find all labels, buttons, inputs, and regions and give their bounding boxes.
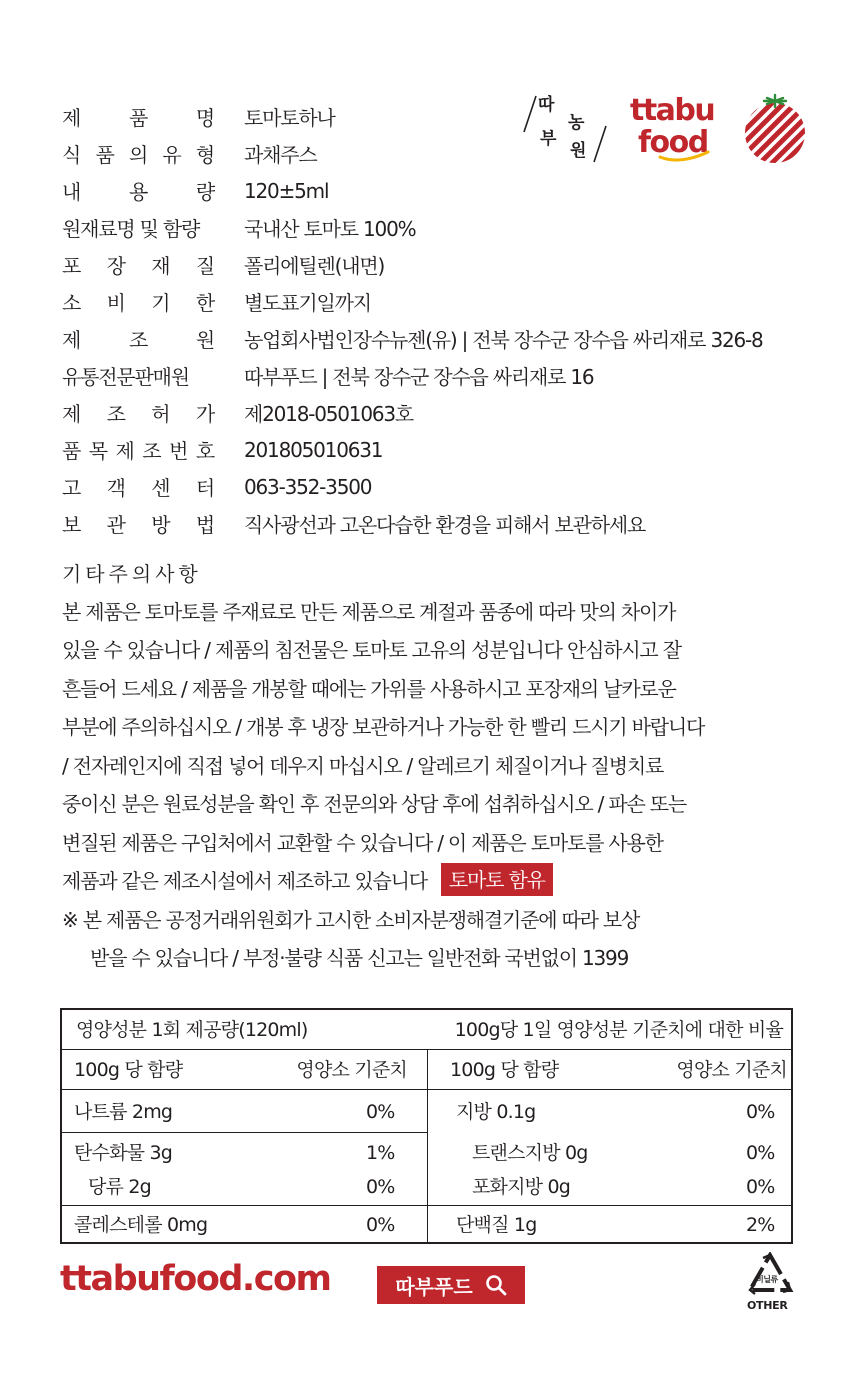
caution-line [62, 745, 832, 784]
info-value: 토마토하나 [244, 106, 335, 130]
info-label-char: 형 [195, 143, 214, 167]
info-row [62, 209, 822, 246]
farm-logo-char: 원 [570, 141, 587, 161]
nutrient-name: 포화지방 0g [472, 1176, 571, 1198]
info-label [62, 176, 214, 205]
info-row [62, 93, 822, 135]
info-label [62, 398, 214, 427]
brand-search-button[interactable] [377, 1266, 525, 1304]
info-row [62, 357, 822, 394]
info-value: 직사광선과 고온다습한 환경을 피해서 보관하세요 [244, 513, 646, 537]
info-label-char: 기 [151, 291, 170, 315]
info-label [62, 287, 214, 316]
info-label-char: 가 [195, 402, 214, 426]
info-label-char: 유통전문판매원 [62, 365, 189, 389]
info-label-char: 제 [62, 106, 81, 130]
info-value: 별도표기일까지 [244, 291, 371, 315]
website-link[interactable]: ttabufood.com [60, 1259, 331, 1299]
nutrition-table [60, 1008, 793, 1244]
farm-logo-char: 부 [540, 129, 557, 149]
info-row [62, 135, 822, 172]
col-dv: 영양소 기준치 [296, 1059, 407, 1081]
info-row [62, 505, 822, 542]
info-label-char: 제 [62, 328, 81, 352]
caution-line-text: 흔들어 드세요 / 제품을 개봉할 때에는 가위를 사용하시고 포장재의 날카로운 [62, 676, 676, 701]
caution-line-text: 변질된 제품은 구입처에서 교환할 수 있습니다 / 이 제품은 토마토를 사용한 [62, 830, 663, 855]
info-label-char: 번 [169, 439, 188, 463]
info-label-char: 품 [128, 106, 148, 130]
product-info [62, 93, 822, 542]
nutrition-divider [427, 1050, 428, 1244]
nutrient-dv: 0% [746, 1142, 775, 1164]
info-label-char: 조 [142, 439, 161, 463]
info-row [62, 394, 822, 431]
col-dv: 영양소 기준치 [676, 1059, 787, 1081]
info-label-char: 허 [151, 402, 170, 426]
nutrient-name: 탄수화물 3g [74, 1142, 173, 1164]
nutrition-header-left: 영양성분 1회 제공량(120ml) [76, 1019, 308, 1041]
info-label [62, 102, 214, 131]
info-label-char: 질 [195, 254, 214, 278]
info-value: 국내산 토마토 100% [244, 217, 416, 241]
info-value: 063-352-3500 [244, 474, 372, 499]
info-label-char: 방 [151, 513, 170, 537]
caution-line [62, 630, 832, 669]
caution-line [62, 861, 832, 900]
info-label-char: 내 [62, 180, 81, 204]
caution-line [62, 822, 832, 861]
info-label-char: 목 [88, 439, 107, 463]
caution-notice: 받을 수 있습니다 / 부정·불량 식품 신고는 일반전화 국번없이 1399 [90, 946, 629, 971]
info-label-char: 터 [195, 476, 214, 500]
caution-line [62, 591, 832, 630]
info-row [62, 468, 822, 505]
nutrient-dv: 0% [366, 1214, 395, 1236]
info-label-char: 원재료명 및 함량 [62, 217, 200, 241]
info-label-char: 원 [195, 328, 214, 352]
farm-logo-char: 농 [568, 113, 585, 133]
info-label-char: 식 [62, 143, 81, 167]
nutrient-dv: 2% [746, 1214, 775, 1236]
info-label [62, 361, 244, 390]
info-value: 제2018-0501063호 [244, 402, 414, 426]
info-label-char: 조 [128, 328, 148, 352]
info-label-char: 장 [106, 254, 125, 278]
allergen-badge: 토마토 함유 [441, 863, 553, 896]
info-label-char: 품 [62, 439, 81, 463]
caution-line [62, 784, 832, 823]
info-label-char: 고 [62, 476, 81, 500]
info-label-char: 제 [115, 439, 134, 463]
caution-line-text: 있을 수 있습니다 / 제품의 침전물은 토마토 고유의 성분입니다 안심하시고 잘 [62, 638, 681, 663]
brand-wordmark-line1: ttabu [630, 93, 715, 128]
recycle-label: 비닐류 [756, 1275, 778, 1284]
nutrient-name: 당류 2g [88, 1176, 151, 1198]
info-label [62, 472, 214, 501]
info-label [62, 139, 214, 168]
nutrition-subheader-left [62, 1050, 427, 1090]
search-icon [485, 1274, 507, 1296]
caution-notice: ※ 본 제품은 공정거래위원회가 고시한 소비자분쟁해결기준에 따라 보상 [62, 907, 640, 932]
info-label [62, 324, 214, 353]
info-label-char: 소 [62, 291, 81, 315]
info-row [62, 320, 822, 357]
caution-line-text: 중이신 분은 원료성분을 확인 후 전문의와 상담 후에 섭취하십시오 / 파손 또는 [62, 792, 686, 817]
nutrient-dv: 0% [746, 1101, 775, 1123]
info-label-char: 량 [195, 180, 214, 204]
info-label [62, 435, 214, 464]
info-label-char: 법 [195, 513, 214, 537]
info-row [62, 246, 822, 283]
info-row [62, 283, 822, 320]
nutrition-row-divider [62, 1132, 427, 1133]
info-label-char: 호 [195, 439, 214, 463]
nutrient-name: 콜레스테롤 0mg [74, 1214, 208, 1236]
info-label-char: 관 [106, 513, 125, 537]
info-label-char: 포 [62, 254, 81, 278]
info-value: 과채주스 [244, 143, 317, 167]
info-label [62, 250, 214, 279]
nutrient-dv: 0% [366, 1176, 395, 1198]
info-label [62, 213, 244, 242]
nutrient-name: 단백질 1g [456, 1214, 537, 1236]
info-value: 폴리에틸렌(내면) [244, 254, 385, 278]
nutrition-header-right: 100g당 1일 영양성분 기준치에 대한 비율 [454, 1019, 783, 1041]
info-label-char: 객 [106, 476, 125, 500]
caution-line-text: 제품과 같은 제조시설에서 제조하고 있습니다 [62, 869, 427, 894]
info-label-char: 비 [106, 291, 125, 315]
recycle-mark [743, 1252, 797, 1314]
caution-line-text: 부분에 주의하십시오 / 개봉 후 냉장 보관하거나 가능한 한 빨리 드시기 바랍니다 [62, 715, 705, 740]
info-label-char: 보 [62, 513, 81, 537]
info-value: 농업회사법인장수뉴젠(유) | 전북 장수군 장수읍 싸리재로 326-8 [244, 328, 763, 352]
caution-line [62, 707, 832, 746]
caution-line-text: 본 제품은 토마토를 주재료로 만든 제품으로 계절과 품종에 따라 맛의 차이가 [62, 599, 676, 624]
info-label-char: 명 [195, 106, 214, 130]
info-value: 120±5ml [244, 178, 329, 203]
info-row [62, 172, 822, 209]
info-label-char: 용 [128, 180, 148, 204]
info-label [62, 509, 214, 538]
info-label-char: 조 [106, 402, 125, 426]
nutrient-dv: 0% [746, 1176, 775, 1198]
recycle-sub: OTHER [747, 1299, 788, 1312]
col-per100g: 100g 당 함량 [450, 1059, 559, 1081]
nutrition-header [62, 1010, 791, 1050]
caution-line [62, 668, 832, 707]
info-label-char: 재 [151, 254, 170, 278]
info-label-char: 유 [162, 143, 181, 167]
nutrient-dv: 1% [366, 1142, 395, 1164]
nutrient-name: 지방 0.1g [456, 1101, 536, 1123]
caution-body [62, 591, 832, 899]
info-label-char: 제 [62, 402, 81, 426]
nutrient-name: 트랜스지방 0g [472, 1142, 588, 1164]
nutrition-row-divider [62, 1205, 791, 1206]
brand-search-label: 따부푸드 [395, 1274, 473, 1299]
info-label-char: 품 [95, 143, 114, 167]
nutrient-name: 나트륨 2mg [74, 1101, 173, 1123]
info-label-char: 한 [195, 291, 214, 315]
caution-title: 기 타 주 의 사 항 [62, 561, 197, 586]
caution-line-text: / 전자레인지에 직접 넣어 데우지 마십시오 / 알레르기 체질이거나 질병치료 [62, 753, 664, 778]
info-value: 201805010631 [244, 437, 383, 462]
info-label-char: 센 [151, 476, 170, 500]
info-row [62, 431, 822, 468]
caution-section [62, 553, 832, 976]
nutrition-subheader-right [428, 1050, 791, 1090]
brand-wordmark-line2: food [638, 125, 708, 160]
nutrient-dv: 0% [366, 1101, 395, 1123]
farm-logo-char: 따 [538, 95, 555, 115]
info-value: 따부푸드 | 전북 장수군 장수읍 싸리재로 16 [244, 365, 594, 389]
info-label-char: 의 [128, 143, 148, 167]
col-per100g: 100g 당 함량 [74, 1059, 183, 1081]
